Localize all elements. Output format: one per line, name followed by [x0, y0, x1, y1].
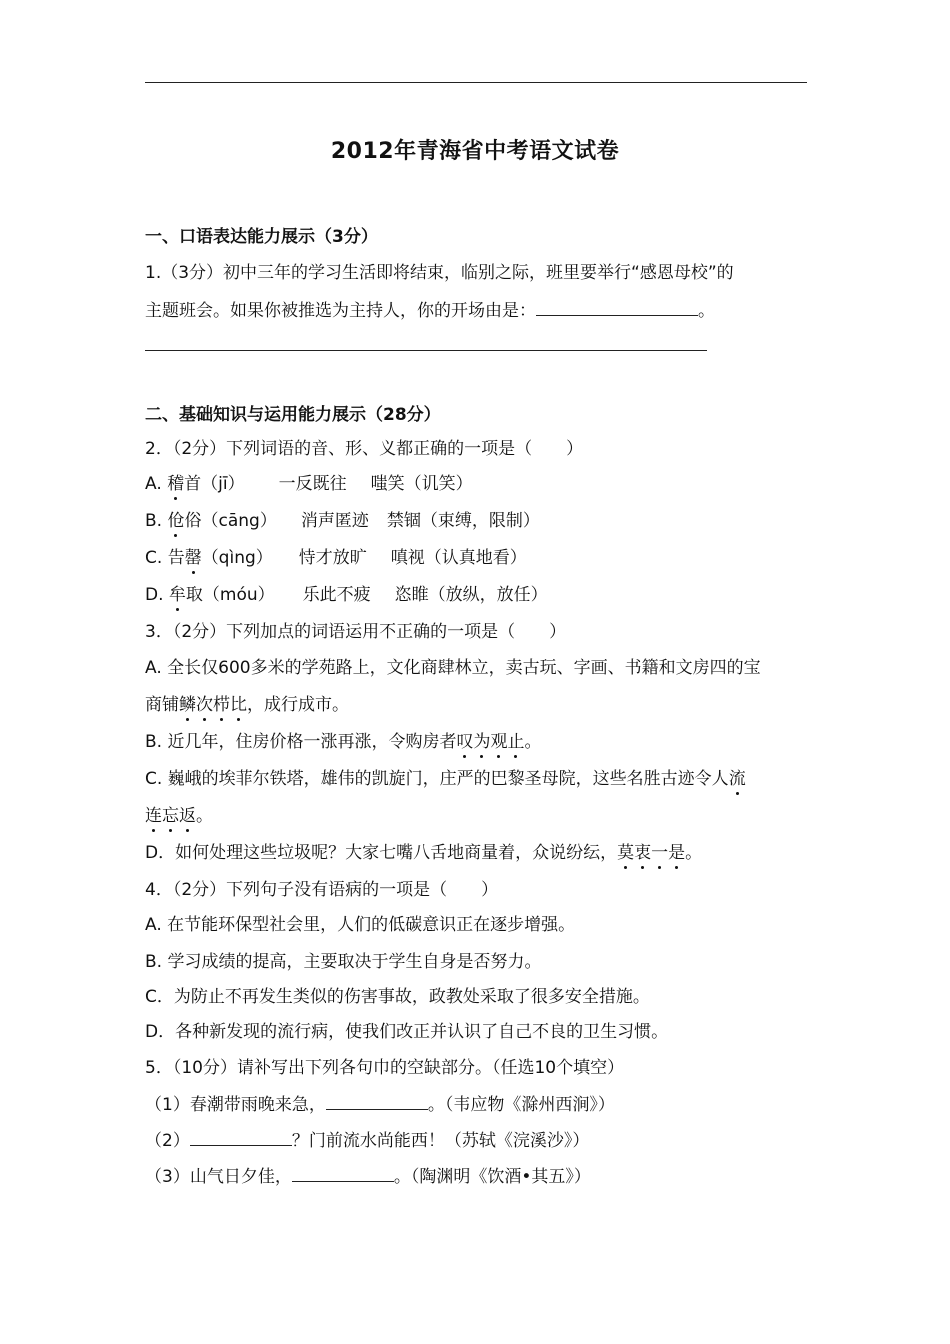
q1-line1: 1.（3分）初中三年的学习生活即将结束，临别之际，班里要举行“感恩母校”的	[145, 263, 734, 283]
option-text: 。	[524, 732, 542, 752]
option-text: ，成行成市。	[247, 695, 349, 715]
q5-item-2	[145, 1129, 589, 1152]
dotted-char: 连	[145, 806, 162, 826]
dotted-char: 莫	[617, 843, 635, 863]
dotted-char: 稽	[167, 474, 185, 494]
option-text: C. 巍峨的埃菲尔铁塔，雄伟的凯旋门，庄严的巴黎圣母院，这些名胜古迹令人	[145, 769, 729, 789]
q4-option-b[interactable]: B. 学习成绩的提高，主要取决于学生自身是否努力。	[145, 952, 542, 972]
q2-option-d[interactable]	[145, 584, 548, 606]
option-text: 一反既往	[278, 474, 347, 494]
q2-option-c[interactable]	[145, 547, 527, 569]
dotted-char: 止	[507, 732, 525, 752]
q2-option-b[interactable]	[145, 510, 540, 532]
option-text: 商铺	[145, 695, 179, 715]
option-text: 告	[167, 548, 185, 568]
option-text: 消声匿迹	[300, 511, 369, 531]
option-text: 嗔视（认真地看）	[390, 548, 527, 568]
option-text: 乐此不疲	[302, 585, 371, 605]
page-title: 2012年青海省中考语文试卷	[330, 139, 620, 164]
dotted-char: 次	[196, 695, 213, 715]
option-text: 。	[685, 843, 703, 863]
option-text: 取（móu）	[185, 585, 275, 605]
q5-item-3	[145, 1165, 591, 1188]
dotted-char: 一	[651, 843, 669, 863]
q3-option-d[interactable]	[145, 842, 702, 864]
dotted-char: 返	[179, 806, 196, 826]
dotted-char: 牟	[168, 585, 186, 605]
dotted-char: 为	[473, 732, 491, 752]
q3-option-c-line2[interactable]	[145, 805, 213, 827]
item-text: 。（陶渊明《饮酒•其五》）	[393, 1167, 591, 1187]
section1-heading: 一、口语表达能力展示（3分）	[145, 227, 378, 247]
option-text: 嗤笑（讥笑）	[370, 474, 473, 494]
dotted-char: 观	[490, 732, 508, 752]
dotted-char: 栉	[213, 695, 230, 715]
option-text: B. 近几年，住房价格一涨再涨，令购房者	[145, 732, 457, 752]
option-text: 。	[196, 806, 213, 826]
q3-option-a-line1[interactable]: A. 全长仅600多米的学苑路上，文化商肆林立，卖古玩、字画、书籍和文房四的宝	[145, 658, 761, 678]
q5-item-1-blank[interactable]	[326, 1093, 428, 1110]
item-text: （3）山气日夕佳，	[145, 1167, 292, 1187]
option-text: 恣睢（放纵，放任）	[394, 585, 548, 605]
q4-option-c[interactable]: C．为防止不再发生类似的伤害事故，政教处采取了很多安全措施。	[145, 987, 650, 1007]
q5-item-3-blank[interactable]	[292, 1165, 394, 1182]
q3-option-a-line2[interactable]	[145, 694, 349, 716]
dotted-char: 是	[668, 843, 686, 863]
q2-stem: 2．（2分）下列词语的音、形、义都正确的一项是（ ）	[145, 439, 584, 459]
dotted-char: 比	[230, 695, 247, 715]
q3-stem: 3．（2分）下列加点的词语运用不正确的一项是（ ）	[145, 622, 567, 642]
section2-heading: 二、基础知识与运用能力展示（28分）	[145, 405, 441, 425]
dotted-char: 罄	[184, 548, 202, 568]
q3-option-b[interactable]	[145, 731, 541, 753]
dotted-char: 鳞	[179, 695, 196, 715]
dotted-char: 流	[728, 769, 746, 789]
q1-answer-blank[interactable]	[536, 299, 698, 316]
q4-option-d[interactable]: D．各种新发现的流行病，使我们改正并认识了自己不良的卫生习惯。	[145, 1022, 669, 1042]
option-label: D.	[145, 585, 164, 605]
item-text: （2）	[145, 1131, 190, 1151]
option-text: （qìng）	[201, 548, 273, 568]
option-text: 俗（cāng）	[184, 511, 277, 531]
option-label: A.	[145, 474, 162, 494]
q1-period: 。	[698, 301, 715, 321]
option-text: D．如何处理这些垃圾呢？大家七嘴八舌地商量着，众说纷纭，	[145, 843, 618, 863]
q1-line2	[145, 299, 715, 322]
item-text: （1）春潮带雨晚来急，	[145, 1095, 326, 1115]
option-text: 禁锢（束缚，限制）	[386, 511, 540, 531]
q4-stem: 4．（2分）下列句子没有语病的一项是（ ）	[145, 880, 499, 900]
option-text: 恃才放旷	[298, 548, 367, 568]
q5-item-2-blank[interactable]	[190, 1129, 292, 1146]
q5-stem: 5．（10分）请补写出下列各句巾的空缺部分。（任选10个填空）	[145, 1058, 625, 1078]
q1-prompt: 主题班会。如果你被推选为主持人，你的开场由是：	[145, 301, 536, 321]
dotted-char: 叹	[456, 732, 474, 752]
option-text: 首（jī）	[184, 474, 245, 494]
item-text: ？门前流水尚能西！（苏轼《浣溪沙》）	[291, 1131, 590, 1151]
item-text: 。（韦应物《滁州西涧》）	[427, 1095, 615, 1115]
option-label: C.	[145, 548, 163, 568]
dotted-char: 伧	[167, 511, 185, 531]
q5-item-1	[145, 1093, 615, 1116]
option-label: B.	[145, 511, 163, 531]
q2-option-a[interactable]	[145, 473, 473, 495]
q1-answer-line[interactable]	[145, 350, 707, 351]
q3-option-c-line1[interactable]	[145, 768, 746, 790]
top-rule	[145, 82, 807, 83]
q4-option-a[interactable]: A. 在节能环保型社会里，人们的低碳意识正在逐步增强。	[145, 915, 576, 935]
dotted-char: 衷	[634, 843, 652, 863]
dotted-char: 忘	[162, 806, 179, 826]
